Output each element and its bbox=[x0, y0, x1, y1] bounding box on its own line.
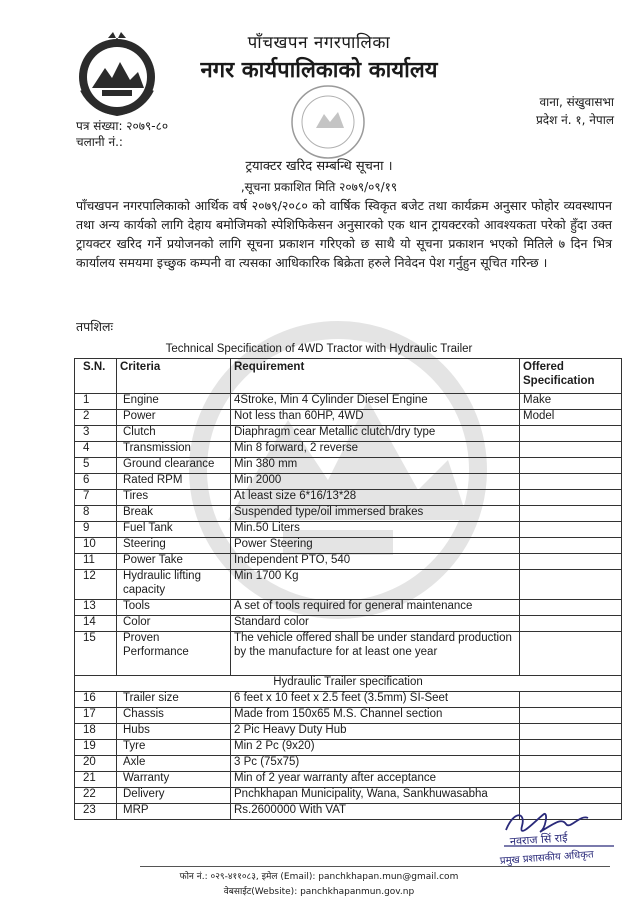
cell-requirement: Not less than 60HP, 4WD bbox=[231, 410, 520, 426]
cell-criteria: Transmission bbox=[117, 442, 231, 458]
cell-sn: 12 bbox=[75, 570, 117, 600]
cell-sn: 16 bbox=[75, 692, 117, 708]
cell-sn: 9 bbox=[75, 522, 117, 538]
cell-criteria: Proven Performance bbox=[117, 632, 231, 676]
cell-requirement: The vehicle offered shall be under standard production by the manufacture for at least one year bbox=[231, 632, 520, 676]
cell-sn: 4 bbox=[75, 442, 117, 458]
cell-offered bbox=[520, 692, 622, 708]
dispatch-number: चलानी नं.: bbox=[76, 135, 123, 149]
letter-number: पत्र संख्या: २०७९-८० bbox=[76, 119, 169, 133]
footer-contact: फोन नं.: ०२९-४११०८३, इमेल (Email): panchkhapan.mun@gmail.com bbox=[179, 872, 459, 882]
table-row bbox=[75, 554, 622, 570]
cell-criteria: Warranty bbox=[117, 772, 231, 788]
office-seal-stamp bbox=[288, 82, 368, 162]
footer-website: वेबसाईट(Website): panchkhapanmun.gov.np bbox=[223, 887, 415, 897]
cell-criteria: Ground clearance bbox=[117, 458, 231, 474]
table-row bbox=[75, 600, 622, 616]
notice-body: पाँचखपन नगरपालिकाको आर्थिक वर्ष २०७९/२०८० को वार्षिक स्विकृत बजेट तथा कार्यक्रम अनुसार फोहोर व्यवस्थापन तथा अन्य कार्यको लागि देहाय बमोजिमको स्पेशिफिकेसन अनुसारको एक थान ट्रायक्टरको आवश्यकता परेको हुँदा उक्त ट्रायक्टर खरिद गर्ने प्रयोजनको लागि सूचना प्रकाशन गरिएको छ साथै यो सूचना प्रकाशन भएको मितिले ७ दिन भित्र कार्यालय समयमा इच्छुक कम्पनी वा त्यसका आधिकारिक बिक्रेता हरुले निवेदन पेश गर्नुहुन सूचित गरिन्छ । bbox=[76, 198, 612, 270]
cell-offered bbox=[520, 600, 622, 616]
table-row bbox=[75, 740, 622, 756]
cell-criteria: Clutch bbox=[117, 426, 231, 442]
header-offered: Offered Specification bbox=[520, 359, 622, 394]
published-date: ,सूचना प्रकाशित मिति २०७९/०९/१९ bbox=[240, 180, 398, 194]
cell-sn: 18 bbox=[75, 724, 117, 740]
cell-requirement: Independent PTO, 540 bbox=[231, 554, 520, 570]
table-row bbox=[75, 538, 622, 554]
details-label: तपशिलः bbox=[76, 319, 113, 334]
officer-signature bbox=[496, 800, 626, 870]
header-criteria: Criteria bbox=[117, 359, 231, 394]
cell-criteria: Delivery bbox=[117, 788, 231, 804]
cell-criteria: Engine bbox=[117, 394, 231, 410]
cell-criteria: Trailer size bbox=[117, 692, 231, 708]
signatory-name: नवराज सिं राई bbox=[509, 831, 568, 849]
cell-sn: 13 bbox=[75, 600, 117, 616]
cell-requirement: 2 Pic Heavy Duty Hub bbox=[231, 724, 520, 740]
cell-criteria: Axle bbox=[117, 756, 231, 772]
header-sn: S.N. bbox=[75, 359, 117, 394]
table-row bbox=[75, 692, 622, 708]
trailer-heading: Hydraulic Trailer specification bbox=[75, 676, 622, 692]
table-row bbox=[75, 410, 622, 426]
cell-offered bbox=[520, 426, 622, 442]
cell-sn: 14 bbox=[75, 616, 117, 632]
cell-requirement: Min 2000 bbox=[231, 474, 520, 490]
cell-offered: Make bbox=[520, 394, 622, 410]
cell-sn: 8 bbox=[75, 506, 117, 522]
table-row bbox=[75, 426, 622, 442]
cell-requirement: Rs.2600000 With VAT bbox=[231, 804, 520, 820]
cell-offered bbox=[520, 740, 622, 756]
specification-table bbox=[74, 358, 622, 820]
table-row bbox=[75, 724, 622, 740]
cell-offered bbox=[520, 772, 622, 788]
table-header-row bbox=[75, 359, 622, 394]
cell-sn: 17 bbox=[75, 708, 117, 724]
cell-criteria: MRP bbox=[117, 804, 231, 820]
cell-requirement: Min 8 forward, 2 reverse bbox=[231, 442, 520, 458]
cell-requirement: Pnchkhapan Municipality, Wana, Sankhuwasabha bbox=[231, 788, 520, 804]
office-name: नगर कार्यपालिकाको कार्यालय bbox=[200, 58, 438, 83]
header-requirement: Requirement bbox=[231, 359, 520, 394]
cell-criteria: Hubs bbox=[117, 724, 231, 740]
cell-criteria: Break bbox=[117, 506, 231, 522]
table-row bbox=[75, 616, 622, 632]
cell-offered bbox=[520, 756, 622, 772]
cell-offered bbox=[520, 442, 622, 458]
footer-divider bbox=[140, 866, 610, 867]
cell-criteria: Tires bbox=[117, 490, 231, 506]
cell-sn: 23 bbox=[75, 804, 117, 820]
cell-offered bbox=[520, 458, 622, 474]
cell-sn: 19 bbox=[75, 740, 117, 756]
cell-sn: 1 bbox=[75, 394, 117, 410]
organization-name: पाँचखपन नगरपालिका bbox=[247, 33, 391, 53]
cell-sn: 22 bbox=[75, 788, 117, 804]
cell-offered bbox=[520, 522, 622, 538]
address-line-2: प्रदेश नं. १, नेपाल bbox=[535, 113, 614, 127]
cell-requirement: 4Stroke, Min 4 Cylinder Diesel Engine bbox=[231, 394, 520, 410]
cell-offered bbox=[520, 570, 622, 600]
cell-criteria: Chassis bbox=[117, 708, 231, 724]
table-row bbox=[75, 570, 622, 600]
cell-offered bbox=[520, 632, 622, 676]
table-row bbox=[75, 442, 622, 458]
cell-sn: 3 bbox=[75, 426, 117, 442]
cell-requirement: At least size 6*16/13*28 bbox=[231, 490, 520, 506]
cell-sn: 7 bbox=[75, 490, 117, 506]
cell-sn: 11 bbox=[75, 554, 117, 570]
cell-offered bbox=[520, 490, 622, 506]
table-row bbox=[75, 772, 622, 788]
cell-criteria: Tools bbox=[117, 600, 231, 616]
signatory-title: प्रमुख प्रशासकीय अधिकृत bbox=[499, 849, 595, 867]
table-row bbox=[75, 708, 622, 724]
cell-sn: 20 bbox=[75, 756, 117, 772]
cell-sn: 6 bbox=[75, 474, 117, 490]
cell-criteria: Fuel Tank bbox=[117, 522, 231, 538]
cell-requirement: Power Steering bbox=[231, 538, 520, 554]
cell-offered bbox=[520, 708, 622, 724]
cell-offered bbox=[520, 474, 622, 490]
cell-requirement: Min 380 mm bbox=[231, 458, 520, 474]
tractor-spec-rows bbox=[75, 394, 622, 676]
table-row bbox=[75, 474, 622, 490]
cell-offered bbox=[520, 554, 622, 570]
cell-requirement: Suspended type/oil immersed brakes bbox=[231, 506, 520, 522]
cell-criteria: Color bbox=[117, 616, 231, 632]
cell-sn: 2 bbox=[75, 410, 117, 426]
table-row bbox=[75, 458, 622, 474]
cell-requirement: Min 1700 Kg bbox=[231, 570, 520, 600]
table-row bbox=[75, 632, 622, 676]
cell-offered bbox=[520, 538, 622, 554]
cell-criteria: Hydraulic lifting capacity bbox=[117, 570, 231, 600]
table-row bbox=[75, 506, 622, 522]
cell-offered bbox=[520, 506, 622, 522]
cell-requirement: Diaphragm cear Metallic clutch/dry type bbox=[231, 426, 520, 442]
table-row bbox=[75, 522, 622, 538]
notice-subject: ट्रयाक्टर खरिद सम्बन्धि सूचना । bbox=[245, 159, 393, 174]
cell-offered bbox=[520, 724, 622, 740]
table-row bbox=[75, 394, 622, 410]
cell-criteria: Power bbox=[117, 410, 231, 426]
cell-offered bbox=[520, 616, 622, 632]
cell-criteria: Rated RPM bbox=[117, 474, 231, 490]
cell-sn: 15 bbox=[75, 632, 117, 676]
cell-sn: 21 bbox=[75, 772, 117, 788]
cell-requirement: 6 feet x 10 feet x 2.5 feet (3.5mm) SI-Seet bbox=[231, 692, 520, 708]
trailer-heading-row bbox=[75, 676, 622, 692]
table-row bbox=[75, 756, 622, 772]
trailer-heading-section bbox=[75, 676, 622, 692]
cell-criteria: Power Take bbox=[117, 554, 231, 570]
cell-criteria: Steering bbox=[117, 538, 231, 554]
cell-requirement: Made from 150x65 M.S. Channel section bbox=[231, 708, 520, 724]
cell-requirement: Min.50 Liters bbox=[231, 522, 520, 538]
cell-criteria: Tyre bbox=[117, 740, 231, 756]
cell-sn: 10 bbox=[75, 538, 117, 554]
address-line-1: वाना, संखुवासभा bbox=[539, 95, 614, 109]
cell-requirement: Min of 2 year warranty after acceptance bbox=[231, 772, 520, 788]
table-row bbox=[75, 490, 622, 506]
cell-requirement: Min 2 Pc (9x20) bbox=[231, 740, 520, 756]
cell-requirement: 3 Pc (75x75) bbox=[231, 756, 520, 772]
table-title: Technical Specification of 4WD Tractor with Hydraulic Trailer bbox=[165, 343, 473, 355]
cell-requirement: A set of tools required for general maintenance bbox=[231, 600, 520, 616]
cell-offered: Model bbox=[520, 410, 622, 426]
cell-requirement: Standard color bbox=[231, 616, 520, 632]
cell-sn: 5 bbox=[75, 458, 117, 474]
